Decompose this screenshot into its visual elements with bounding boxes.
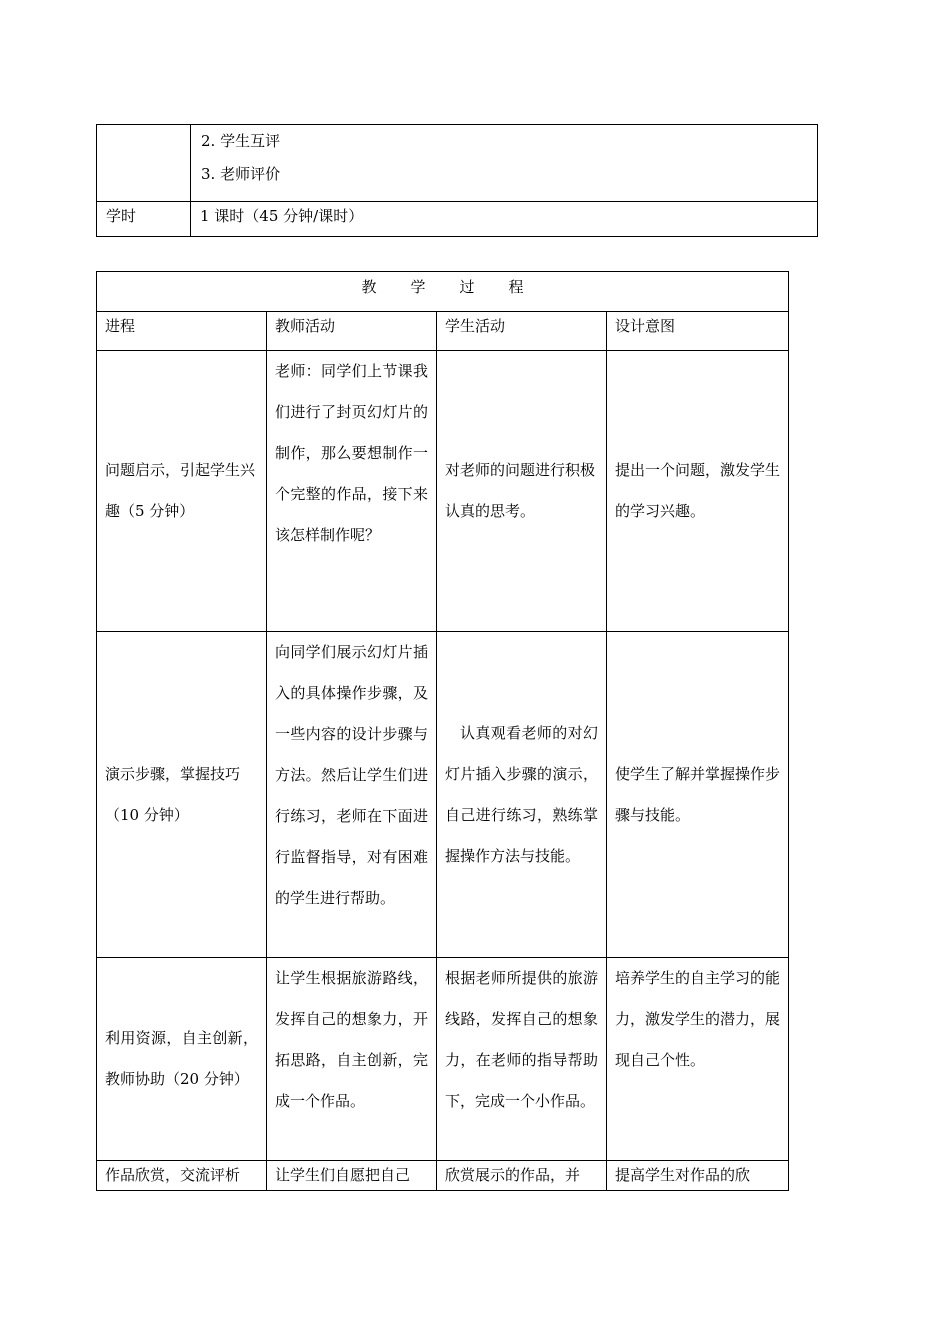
design-intent-cell: 培养学生的自主学习的能力，激发学生的潜力，展现自己个性。 (615, 969, 781, 1069)
design-intent-cell: 使学生了解并掌握操作步骤与技能。 (615, 764, 781, 824)
student-activity-cell: 认真观看老师的对幻灯片插入步骤的演示，自己进行练习，熟练掌握操作方法与技能。 (445, 723, 598, 865)
column-header: 学生活动 (437, 312, 607, 351)
column-header: 设计意图 (607, 312, 789, 351)
table-title (97, 272, 789, 312)
column-header: 进程 (97, 312, 267, 351)
design-intent-cell: 提高学生对作品的欣 (615, 1166, 751, 1184)
teaching-process-table (96, 271, 789, 1191)
student-activity-cell: 根据老师所提供的旅游线路，发挥自己的想象力，在老师的指导帮助下，完成一个小作品。 (445, 969, 598, 1110)
evaluation-list-cell (191, 125, 818, 202)
period-label: 学时 (97, 202, 191, 237)
teacher-activity-cell: 向同学们展示幻灯片插入的具体操作步骤，及一些内容的设计步骤与方法。然后让学生们进行练习，老师在下面进行监督指导，对有困难的学生进行帮助。 (275, 643, 428, 907)
teacher-activity-cell: 让学生们自愿把自己 (275, 1166, 411, 1184)
table-row (97, 958, 789, 1161)
student-activity-cell: 欣赏展示的作品，并 (445, 1166, 581, 1184)
stage-cell: 问题启示，引起学生兴趣（5 分钟） (105, 461, 256, 520)
table-row (97, 1161, 789, 1191)
column-header: 教师活动 (267, 312, 437, 351)
period-value: 1 课时（45 分钟/课时） (191, 202, 818, 237)
list-item: 3. 老师评价 (201, 165, 281, 183)
course-info-table (96, 124, 818, 237)
stage-cell: 演示步骤，掌握技巧（10 分钟） (105, 764, 241, 824)
list-item: 2. 学生互评 (201, 132, 281, 150)
design-intent-cell: 提出一个问题，激发学生的学习兴趣。 (615, 461, 781, 520)
teacher-activity-cell: 老师：同学们上节课我们进行了封页幻灯片的制作，那么要想制作一个完整的作品，接下来该怎样制作呢？ (275, 362, 428, 544)
student-activity-cell: 对老师的问题进行积极认真的思考。 (445, 461, 596, 520)
empty-label-cell (97, 125, 191, 202)
table-row (97, 351, 789, 632)
stage-cell: 利用资源，自主创新，教师协助（20 分钟） (105, 1029, 258, 1088)
table-row (97, 632, 789, 958)
table-title-text: 教学过程 (361, 278, 558, 296)
teacher-activity-cell: 让学生根据旅游路线，发挥自己的想象力，开拓思路，自主创新，完成一个作品。 (275, 969, 428, 1110)
stage-cell: 作品欣赏，交流评析 (105, 1166, 241, 1184)
